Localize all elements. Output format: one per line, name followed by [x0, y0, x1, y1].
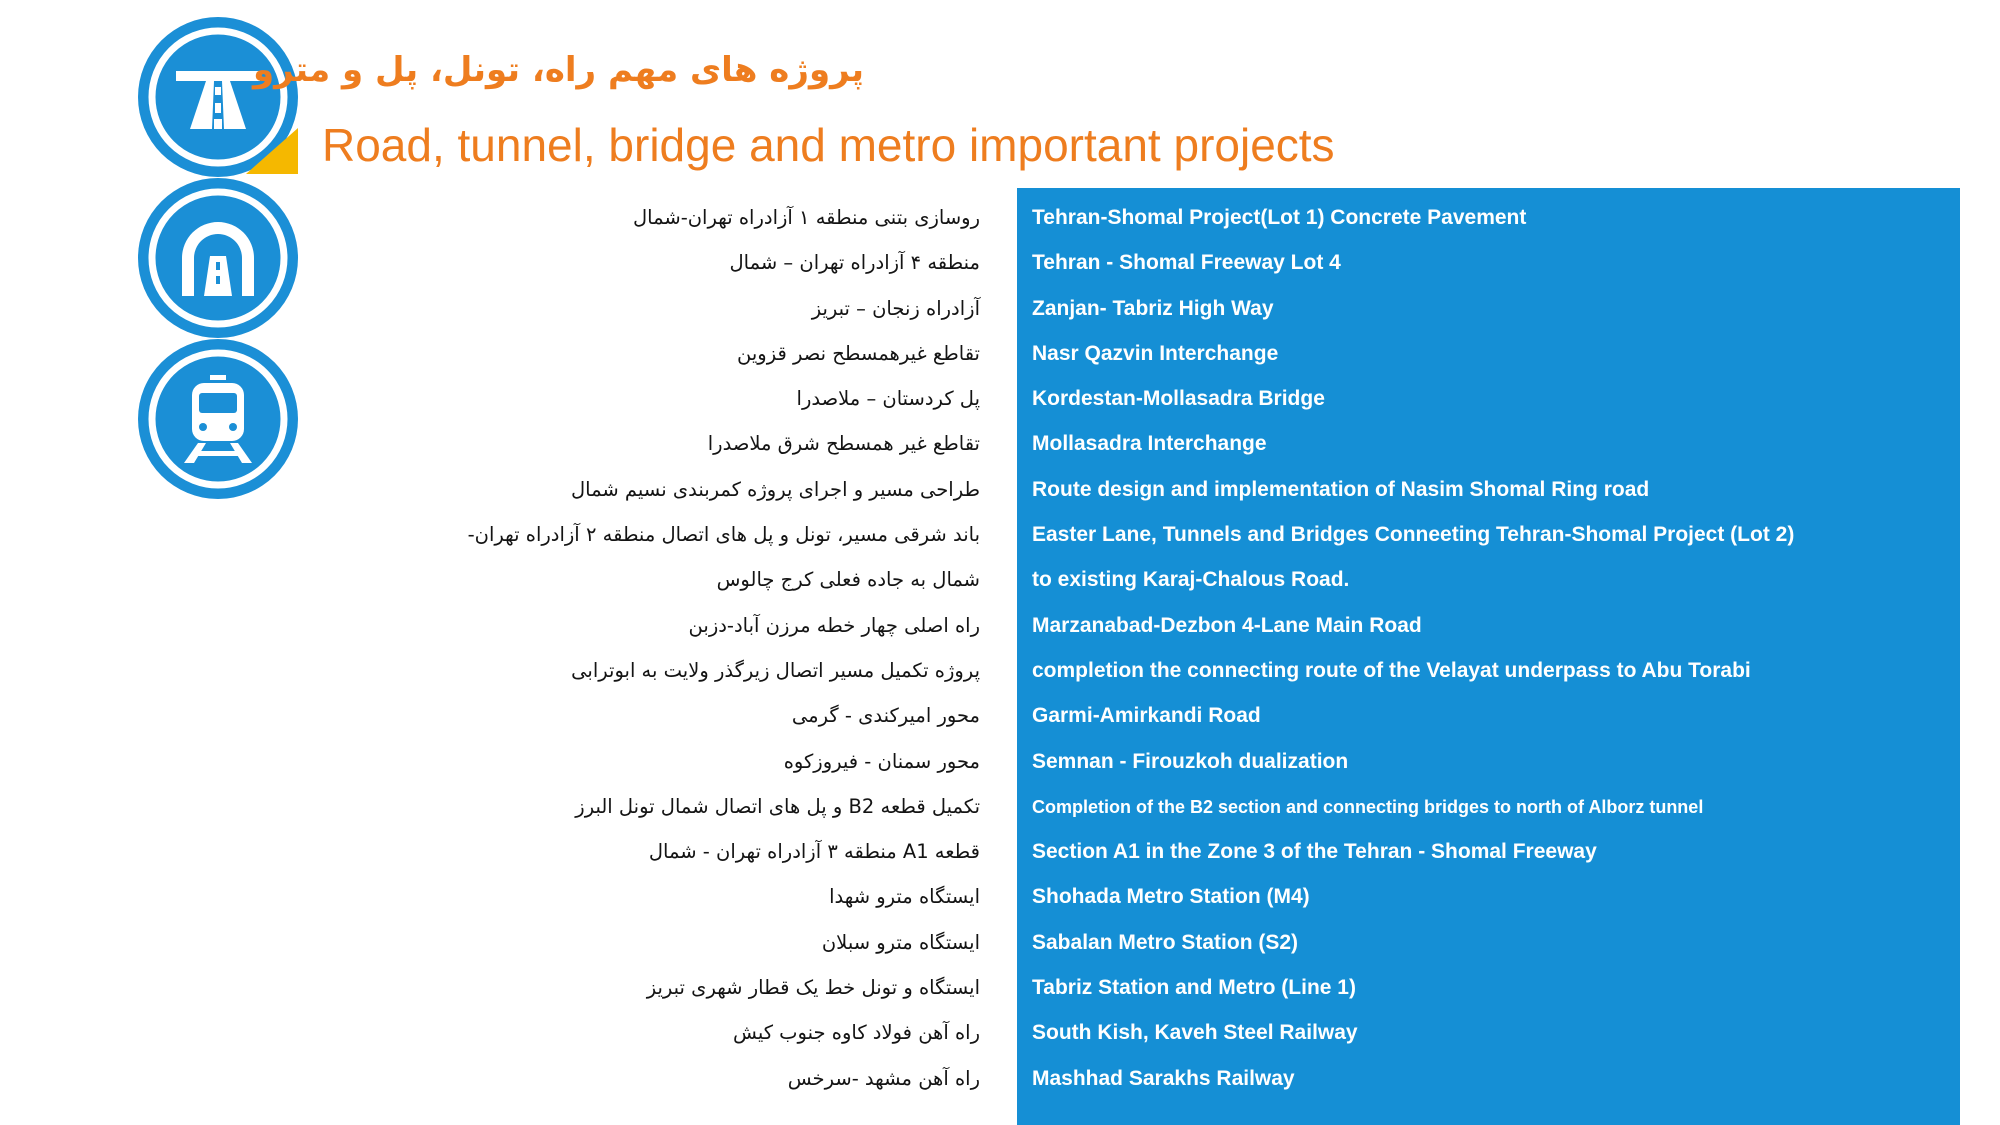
list-item: آزادراه زنجان – تبریز: [811, 296, 980, 320]
list-item: Nasr Qazvin Interchange: [1032, 341, 1279, 365]
list-item: South Kish, Kaveh Steel Railway: [1032, 1021, 1358, 1045]
list-item: Tehran-Shomal Project(Lot 1) Concrete Pavement: [1032, 206, 1527, 229]
list-item: راه آهن مشهد -سرخس: [787, 1066, 980, 1090]
list-item: باند شرقی مسیر، تونل و پل های اتصال منطقه ۲ آزادراه تهران-: [467, 523, 980, 547]
list-item: شمال به جاده فعلی کرج چالوس: [716, 568, 980, 592]
list-item: Zanjan- Tabriz High Way: [1032, 296, 1274, 320]
list-item: راه آهن فولاد کاوه جنوب کیش: [732, 1021, 980, 1045]
metro-train-icon: [138, 339, 298, 499]
list-item: راه اصلی چهار خطه مرزن آباد-دزبن: [688, 613, 980, 637]
list-item: Tehran - Shomal Freeway Lot 4: [1032, 251, 1341, 275]
list-item: Garmi-Amirkandi Road: [1032, 704, 1261, 728]
list-item: منطقه ۴ آزادراه تهران – شمال: [729, 251, 980, 275]
list-item: ایستگاه مترو سبلان: [821, 930, 980, 954]
list-item: Completion of the B2 section and connecting bridges to north of Alborz tunnel: [1032, 796, 1704, 817]
list-item: Route design and implementation of Nasim Shomal Ring road: [1032, 477, 1650, 501]
list-item: تقاطع غیرهمسطح نصر قزوین: [737, 341, 980, 365]
persian-project-list: [468, 200, 980, 1106]
tunnel-icon: [138, 178, 298, 338]
list-item: Marzanabad-Dezbon 4-Lane Main Road: [1032, 613, 1422, 637]
list-item: ایستگاه و تونل خط یک قطار شهری تبریز: [646, 976, 980, 1000]
list-item: Kordestan-Mollasadra Bridge: [1032, 387, 1325, 411]
list-item: ایستگاه مترو شهدا: [829, 885, 980, 909]
list-item: to existing Karaj-Chalous Road.: [1032, 568, 1350, 592]
list-item: روسازی بتنی منطقه ۱ آزادراه تهران-شمال: [632, 206, 980, 229]
list-item: completion the connecting route of the Velayat underpass to Abu Torabi: [1032, 658, 1751, 682]
list-item: پل کردستان – ملاصدرا: [796, 387, 980, 411]
list-item: Tabriz Station and Metro (Line 1): [1032, 976, 1356, 1000]
list-item: تکمیل قطعه B2 و پل های اتصال شمال تونل البرز: [575, 794, 980, 818]
list-item: Section A1 in the Zone 3 of the Tehran - Shomal Freeway: [1032, 840, 1597, 864]
corner-accent: [246, 128, 298, 174]
list-item: Easter Lane, Tunnels and Bridges Conneeting Tehran-Shomal Project (Lot 2): [1032, 523, 1795, 547]
list-item: پروژه تکمیل مسیر اتصال زیرگذر ولایت به ابوترابی: [571, 658, 980, 682]
list-item: Mashhad Sarakhs Railway: [1032, 1066, 1295, 1090]
list-item: Sabalan Metro Station (S2): [1032, 930, 1299, 954]
list-item: Semnan - Firouzkoh dualization: [1032, 749, 1349, 773]
list-item: قطعه A1 منطقه ۳ آزادراه تهران - شمال: [648, 840, 980, 864]
page-title-persian: پروژه های مهم راه، تونل، پل و مترو: [252, 50, 864, 90]
list-item: محور سمنان - فیروزکوه: [783, 749, 980, 773]
english-project-list: [1032, 200, 1794, 1106]
page-title-english: Road, tunnel, bridge and metro important projects: [322, 119, 1335, 171]
list-item: طراحی مسیر و اجرای پروژه کمربندی نسیم شمال: [571, 477, 980, 501]
list-item: محور امیرکندی - گرمی: [791, 704, 980, 728]
list-item: تقاطع غیر همسطح شرق ملاصدرا: [707, 432, 980, 456]
list-item: Shohada Metro Station (M4): [1032, 885, 1310, 909]
list-item: Mollasadra Interchange: [1032, 432, 1267, 456]
